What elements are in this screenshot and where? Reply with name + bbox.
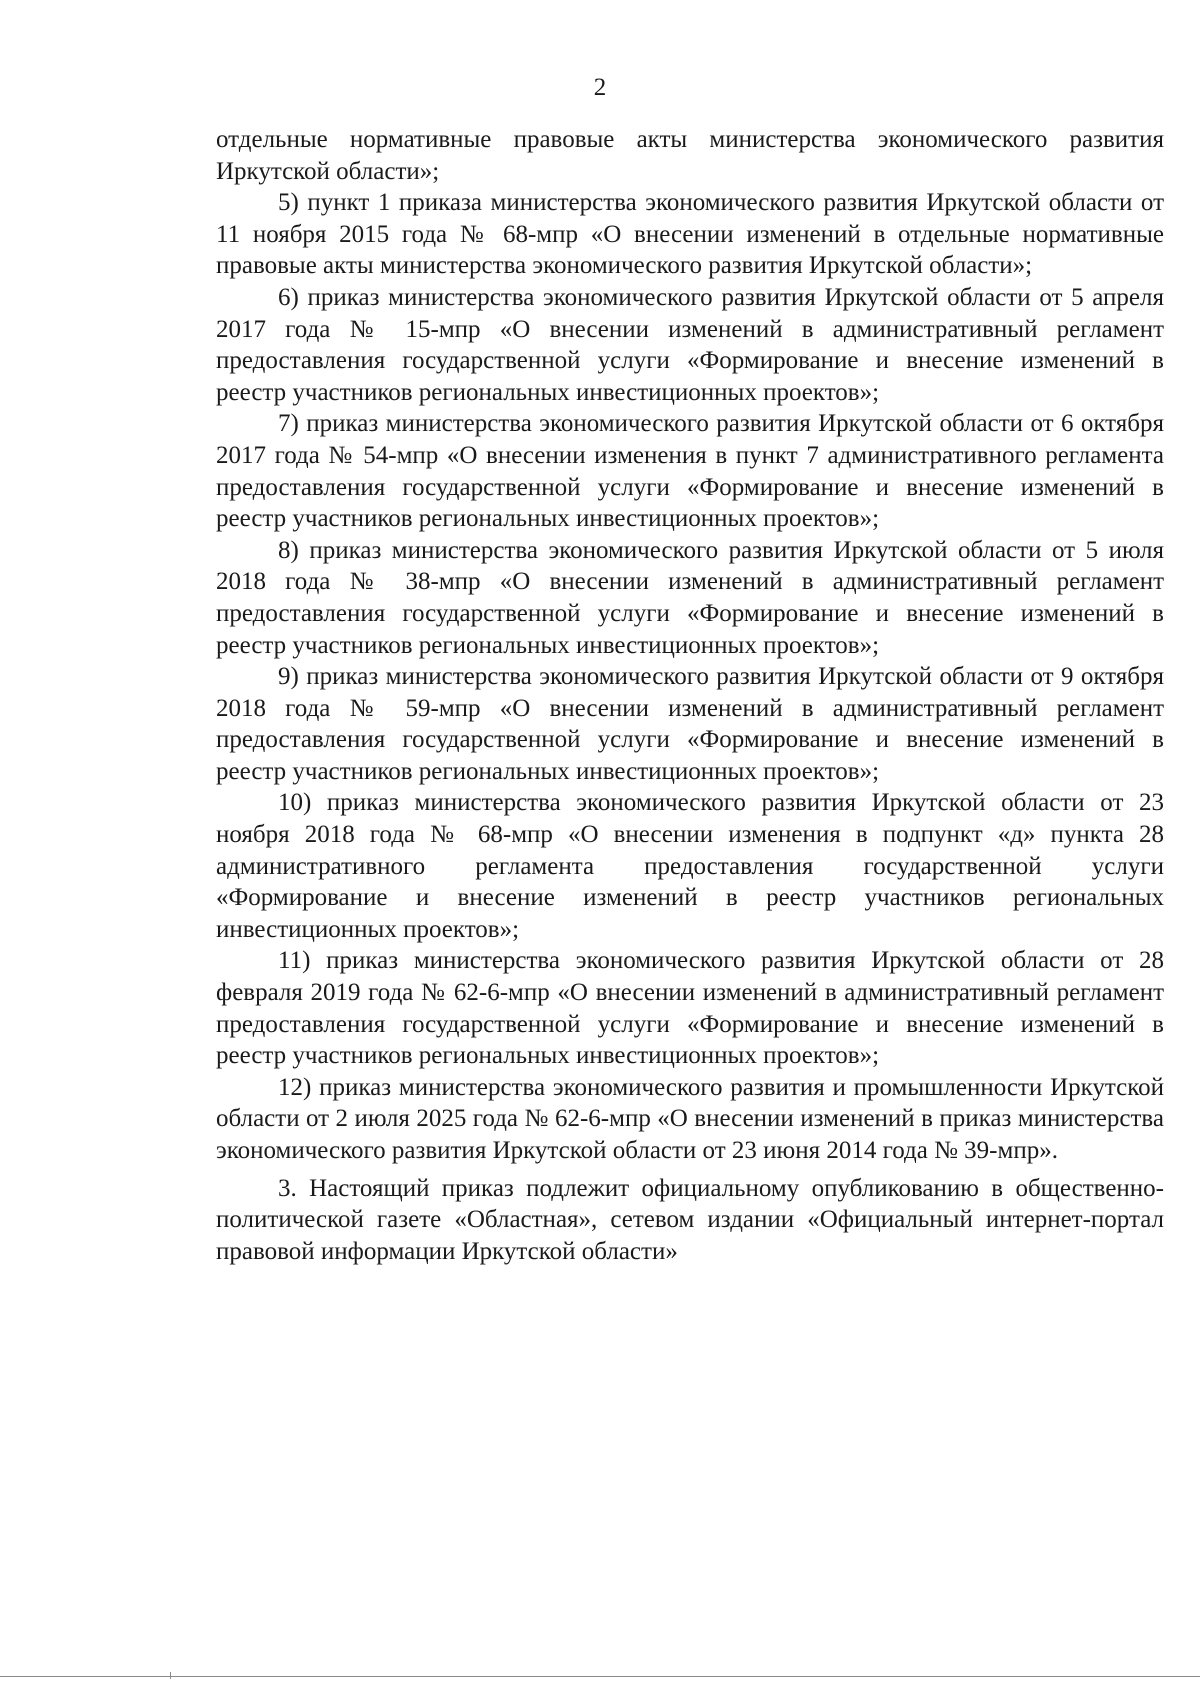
list-item-12: 12) приказ министерства экономического развития и промышленности Иркутской области от 2 июля 2025 года № 62-6-мпр «О внесении изменений в приказ министерства экономического развития Иркутской области от 23 июня 2014 года № 39-мпр».	[216, 1073, 1164, 1164]
paragraph-continuation: отдельные нормативные правовые акты министерства экономического развития Иркутской области»;	[216, 126, 1164, 185]
list-item-7: 7) приказ министерства экономического развития Иркутской области от 6 октября 2017 года № 54-мпр «О внесении изменения в пункт 7 административного регламента предоставления государственной услуги «Формирование и внесение изменений в реестр участников региональных инвестиционных проектов»;	[216, 410, 1164, 533]
list-item-8: 8) приказ министерства экономического развития Иркутской области от 5 июля 2018 года № 38-мпр «О внесении изменений в административный регламент предоставления государственной услуги «Формирование и внесение изменений в реестр участников региональных инвестиционных проектов»;	[216, 536, 1164, 659]
list-item-5: 5) пункт 1 приказа министерства экономического развития Иркутской области от 11 ноября 2015 года № 68-мпр «О внесении изменений в отдельные нормативные правовые акты министерства экономического развития Иркутской области»;	[216, 189, 1164, 280]
bottom-rule	[0, 1676, 1200, 1677]
list-item-10: 10) приказ министерства экономического развития Иркутской области от 23 ноября 2018 года № 68-мпр «О внесении изменения в подпункт «д» пункта 28 административного регламента предоставления государственной услуги «Формирование и внесение изменений в реестр участников региональных инвестиционных проектов»;	[216, 789, 1164, 943]
list-item-11: 11) приказ министерства экономического развития Иркутской области от 28 февраля 2019 года № 62-6-мпр «О внесении изменений в административный регламент предоставления государственной услуги «Формирование и внесение изменений в реестр участников региональных инвестиционных проектов»;	[216, 947, 1164, 1070]
bottom-tick	[170, 1672, 171, 1679]
section-3-paragraph: 3. Настоящий приказ подлежит официальному опубликованию в общественно-политической газете «Областная», сетевом издании «Официальный интернет-портал правовой информации Иркутской области»	[216, 1174, 1164, 1265]
list-item-6: 6) приказ министерства экономического развития Иркутской области от 5 апреля 2017 года № 15-мпр «О внесении изменений в административный регламент предоставления государственной услуги «Формирование и внесение изменений в реестр участников региональных инвестиционных проектов»;	[216, 283, 1164, 406]
document-body	[216, 124, 1164, 1267]
page-number: 2	[593, 74, 607, 101]
list-item-9: 9) приказ министерства экономического развития Иркутской области от 9 октября 2018 года № 59-мпр «О внесении изменений в административный регламент предоставления государственной услуги «Формирование и внесение изменений в реестр участников региональных инвестиционных проектов»;	[216, 663, 1164, 785]
